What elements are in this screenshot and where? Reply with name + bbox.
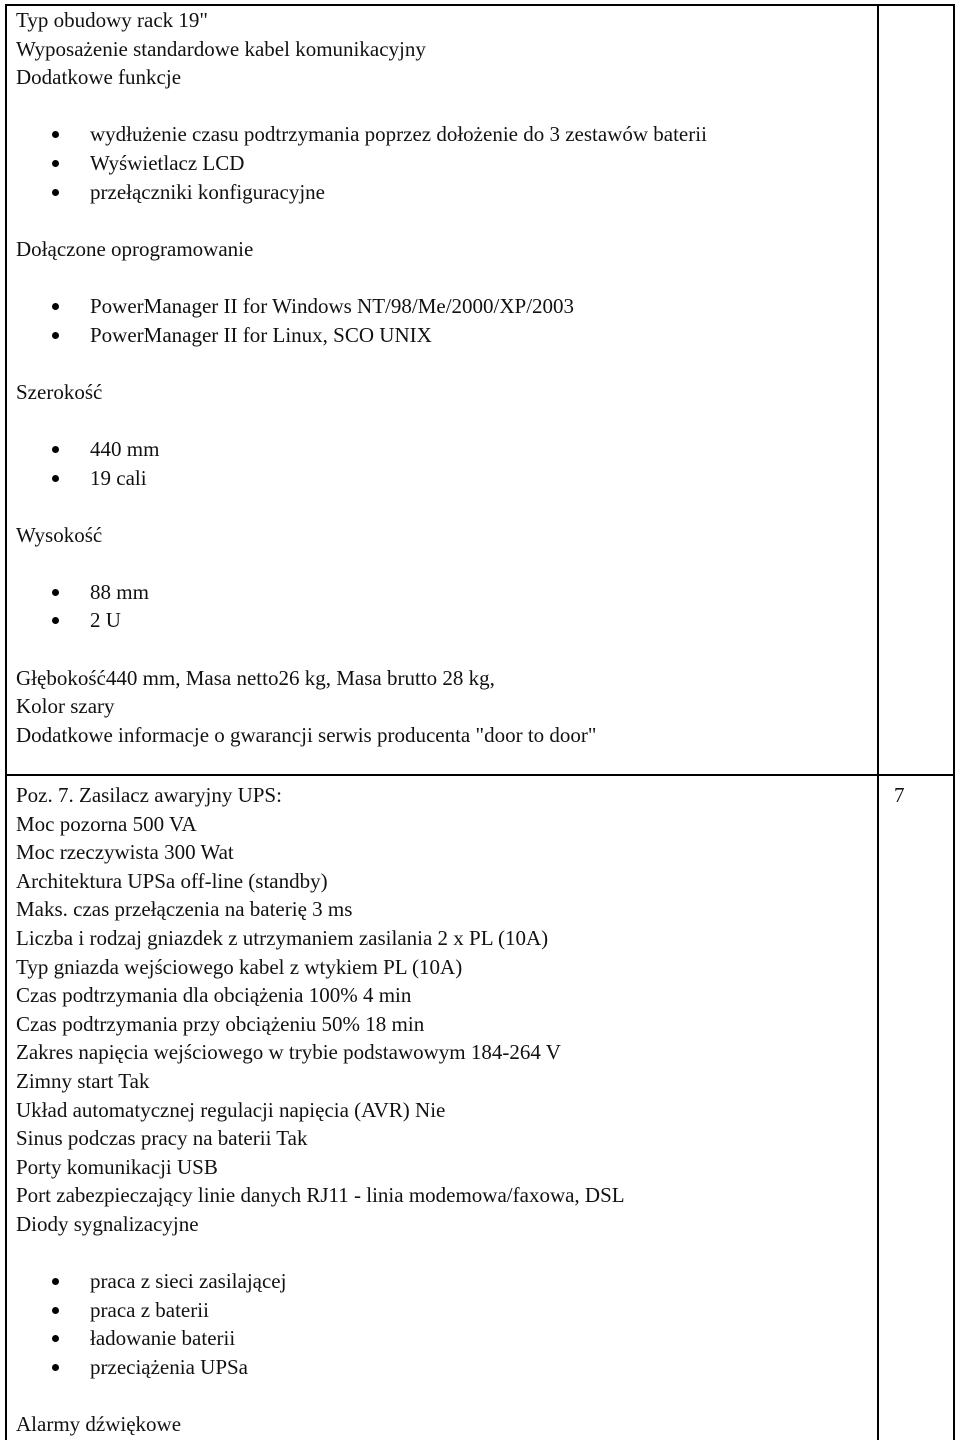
spec-line: Układ automatycznej regulacji napięcia (AVR) Nie xyxy=(16,1097,446,1122)
spec-line: Port zabezpieczający linie danych RJ11 - linia modemowa/faxowa, DSL xyxy=(16,1183,625,1208)
bullet-item: praca z sieci zasilającej xyxy=(16,1267,866,1296)
table-border-right xyxy=(953,4,955,1440)
bullet-item: 88 mm xyxy=(16,578,866,607)
section-label: Alarmy dźwiękowe xyxy=(16,1412,182,1437)
spec-line: Moc rzeczywista 300 Wat xyxy=(16,840,234,865)
spec-line: Diody sygnalizacyjne xyxy=(16,1211,199,1236)
bullet-item: PowerManager II for Windows NT/98/Me/2000/XP/2003 xyxy=(16,292,866,321)
spec-line: Liczba i rodzaj gniazdek z utrzymaniem zasilania 2 x PL (10A) xyxy=(16,925,549,950)
spec-line: Porty komunikacji USB xyxy=(16,1154,218,1179)
spec-line: Typ obudowy rack 19" xyxy=(16,8,208,32)
spec-line: Sinus podczas pracy na baterii Tak xyxy=(16,1126,308,1151)
bullet-item: ładowanie baterii xyxy=(16,1324,866,1353)
bullet-item: Wyświetlacz LCD xyxy=(16,149,866,178)
spec-line: Dodatkowe informacje o gwarancji serwis producenta "door to door" xyxy=(16,722,597,747)
spec-line: Architektura UPSa off-line (standby) xyxy=(16,868,328,893)
table-border-middle xyxy=(877,4,879,1440)
section-label: Dołączone oprogramowanie xyxy=(16,236,254,261)
spec-line: Wyposażenie standardowe kabel komunikacyjny xyxy=(16,36,426,61)
spec-line: Dodatkowe funkcje xyxy=(16,65,182,90)
spec-line: Kolor szary xyxy=(16,694,115,719)
quantity-cell: 7 xyxy=(894,783,905,807)
spec-line: Głębokość440 mm, Masa netto26 kg, Masa brutto 28 kg, xyxy=(16,665,495,690)
spec-line: Czas podtrzymania dla obciążenia 100% 4 min xyxy=(16,983,412,1008)
ups-spec-block xyxy=(16,781,866,1439)
spec-line: Typ gniazda wejściowego kabel z wtykiem PL (10A) xyxy=(16,954,463,979)
bullet-item: przełączniki konfiguracyjne xyxy=(16,178,866,207)
bullet-item: przeciążenia UPSa xyxy=(16,1353,866,1382)
row-divider xyxy=(5,774,955,776)
spec-line: Zakres napięcia wejściowego w trybie podstawowym 184-264 V xyxy=(16,1040,561,1065)
section-label: Szerokość xyxy=(16,379,103,404)
table-border-left xyxy=(5,4,7,1440)
bullet-item: PowerManager II for Linux, SCO UNIX xyxy=(16,321,866,350)
bullet-item: wydłużenie czasu podtrzymania poprzez dołożenie do 3 zestawów baterii xyxy=(16,120,866,149)
spec-line: Czas podtrzymania przy obciążeniu 50% 18 min xyxy=(16,1011,425,1036)
bullet-item: 19 cali xyxy=(16,464,866,493)
bullet-item: 440 mm xyxy=(16,435,866,464)
spec-line: Zimny start Tak xyxy=(16,1068,150,1093)
spec-block-continued xyxy=(16,6,866,749)
spec-line: Maks. czas przełączenia na baterię 3 ms xyxy=(16,897,353,922)
item-heading: Poz. 7. Zasilacz awaryjny UPS: xyxy=(16,783,282,807)
bullet-item: praca z baterii xyxy=(16,1296,866,1325)
spec-line: Moc pozorna 500 VA xyxy=(16,811,197,836)
bullet-item: 2 U xyxy=(16,606,866,635)
section-label: Wysokość xyxy=(16,522,103,547)
